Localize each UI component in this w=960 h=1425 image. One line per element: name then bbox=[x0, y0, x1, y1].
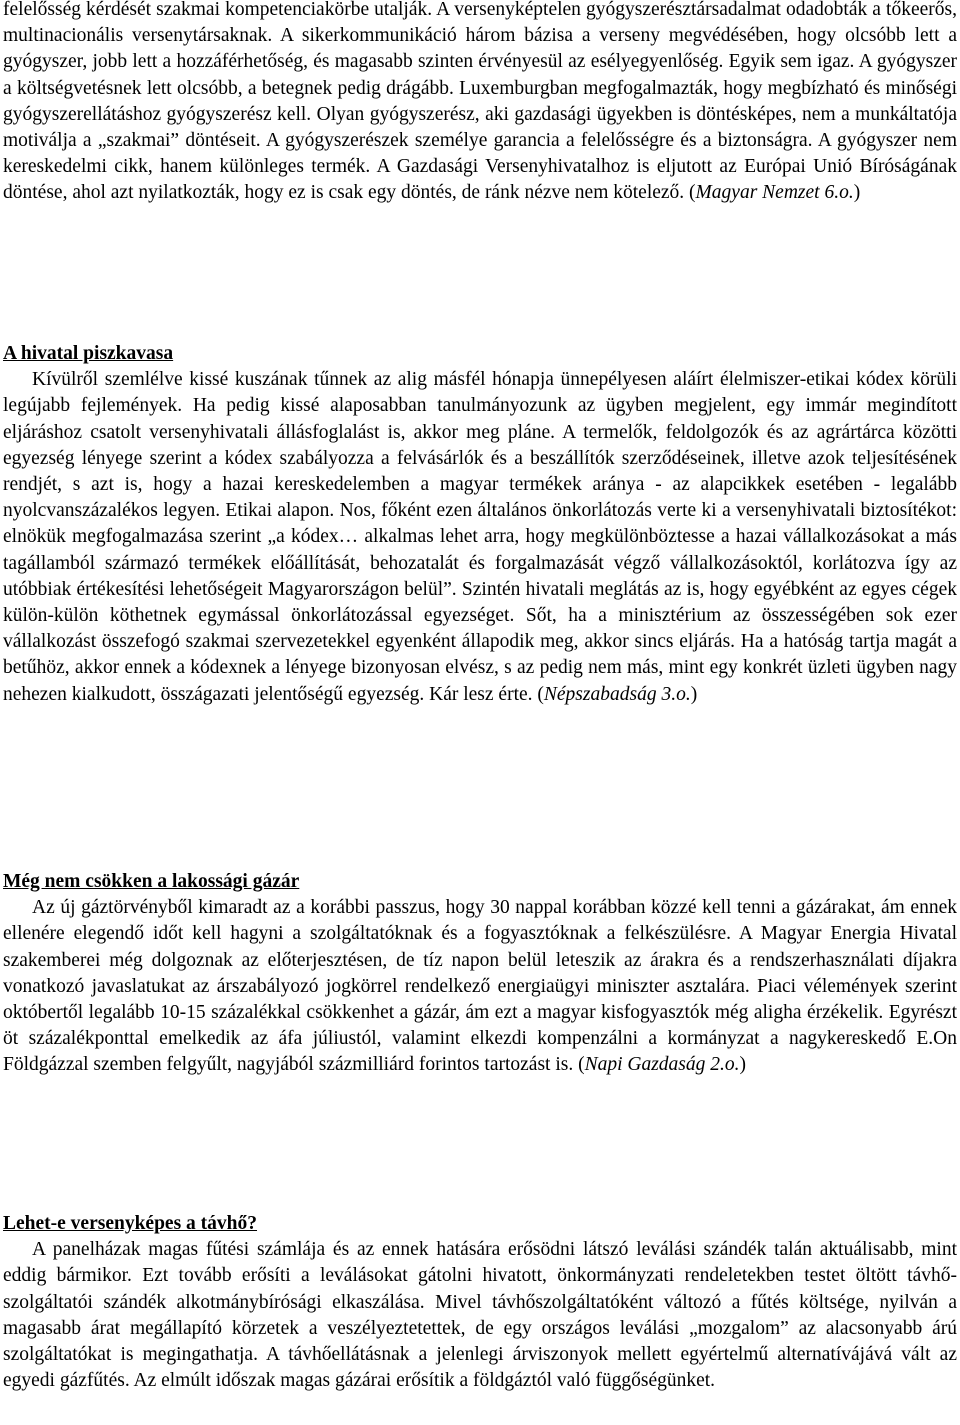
article-body bbox=[3, 0, 957, 207]
article-text: Az új gáztörvényből kimaradt az a korábbi passzus, hogy 30 nappal korábban közzé kell tenni a gázárakat, ám ennek ellenére elegendő időt kell hagyni a szolgáltatóknak és a fogyasztóknak a felkészülésre. A Magyar Energia Hivatal szakemberei még dolgoznak az előterjesztésen, de tíz napon belül leteszik az árakra és a rendszerhasználati díjakra vonatkozó javaslatukat az árszabályozó jogkörrel rendelkező energiaügyi miniszter asztalára. Piaci vélemények szerint októbertől legalább 10-15 százalékkal csökkenhet a gázár, ám ezt a magyar kisfogyasztók még aligha érzékelik. Egyrészt öt százalékponttal emelkedik az áfa júliustól, valamint elkezdi kompenzálni a kormányzat a nagykereskedő E.On Földgázzal szemben felgyűlt, nagyjából százmilliárd forintos tartozást is. ( bbox=[3, 897, 957, 1076]
article-body bbox=[3, 367, 957, 708]
source-citation: Magyar Nemzet 6.o. bbox=[695, 182, 854, 204]
article-body bbox=[3, 895, 957, 1078]
closing-paren: ) bbox=[739, 1054, 747, 1076]
article-continuation bbox=[3, 0, 957, 207]
article-heading: Lehet-e versenyképes a távhő? bbox=[3, 1213, 258, 1234]
source-citation: Népszabadság 3.o. bbox=[543, 683, 691, 705]
source-citation: Napi Gazdaság 2.o. bbox=[584, 1054, 740, 1076]
article-text: A panelházak magas fűtési számlája és az ennek hatására erősödni látszó leválási szándék talán aktuálisabb, mint eddig bármikor. Ezt tovább erősíti a leválásokat gátolni hivatott, önkormányzati rendeletekben testet öltött távhő-szolgáltatói szándék alkotmánybírósági elkaszálása. Mivel távhőszolgáltatóként változó a fűtés költsége, nyilván a magasabb árat megállapító körzetek a veszélyeztetettek, de egy országos leválási „mozgalom” az alacsonyabb árú szolgáltatókat is megingathatja. A távhőellátásnak a jelenlegi árviszonyok mellett egyértelmű alternatívájává vált az egyedi gázfűtés. Az elmúlt időszak magas gázárai erősítik a földgáztól való függőségünket. bbox=[3, 1239, 957, 1392]
article-body bbox=[3, 1237, 957, 1394]
article-tavho bbox=[3, 1211, 957, 1394]
article-heading: Még nem csökken a lakossági gázár bbox=[3, 871, 300, 892]
article-hivatal-piszkavasa bbox=[3, 341, 957, 708]
closing-paren: ) bbox=[690, 683, 698, 705]
closing-paren: ) bbox=[853, 182, 861, 204]
article-lakossagi-gazar bbox=[3, 869, 957, 1079]
article-text: felelősség kérdését szakmai kompetenciakörbe utalják. A versenyképtelen gyógyszerésztársadalmat odadobták a tőkeerős, multinacionális versenytársaknak. A sikerkommunikáció három bázisa a verseny megvédésében, hogy olcsóbb lett a gyógyszer, jobb lett a hozzáférhetőség, és magasabb szinten érvényesül az esélyegyenlőség. Egyik sem igaz. A gyógyszer a költségvetésnek lett olcsóbb, a betegnek pedig drágább. Luxemburgban megfogalmazták, hogy megbízható és minőségi gyógyszerellátáshoz gyógyszerész kell. Olyan gyógyszerész, aki gazdasági ügyekben is döntésképes, nem a munkáltatója motiválja a „szakmai” döntéseit. A gyógyszerészek személye garancia a felelősségre és a biztonságra. A gyógyszer nem kereskedelmi cikk, hanem különleges termék. A Gazdasági Versenyhivatalhoz is eljutott az Európai Unió Bíróságának döntése, ahol azt nyilatkozták, hogy ez is csak egy döntés, de ránk nézve nem kötelező. ( bbox=[3, 0, 957, 204]
article-text: Kívülről szemlélve kissé kuszának tűnnek az alig másfél hónapja ünnepélyesen aláírt élelmiszer-etikai kódex körüli legújabb fejlemények. Ha pedig kissé alaposabban tanulmányozunk az ügyben megjelent, egy immár megindított eljáráshoz csatolt versenyhivatali állásfoglalást is, akkor meg pláne. A termelők, feldolgozók és az agrártárca közötti egyezség lényege szerint a kódex szabályozza a felvásárlók és a beszállítók szerződéseinek, illetve azok teljesítésének rendjét, s azt is, hogy a hazai kereskedelemben a magyar termékek aránya - az alapcikkek esetében - legalább nyolcvanszázalékos legyen. Etikai alapon. Nos, főként ezen általános önkorlátozás verte ki a versenyhivatali biztosítékot: elnökük megfogalmazása szerint „a kódex… alkalmas lehet arra, hogy megkülönböztesse a hazai vállalkozásokat a más tagállamból származó termékek előállítását, behozatalát és forgalmazását végző vállalkozásoktól, korlátozva így az utóbbiak értékesítési lehetőségeit Magyarországon belül”. Szintén hivatali meglátás az is, hogy egyébként az egyes cégek külön-külön köthetnek egymással önkorlátozással egyezséget. Sőt, ha a minisztérium az összességében sok ezer vállalkozást összefogó szakmai szervezetekkel egyenként állapodik meg, akkor sincs eljárás. Ha a hatóság tartja magát a betűhöz, akkor ennek a kódexnek a lényege bizonyosan elvész, s az pedig nem más, mint egy konkrét üzleti ügyben nagy nehezen kialkudott, összágazati jelentőségű egyezség. Kár lesz érte. ( bbox=[3, 369, 957, 705]
article-heading: A hivatal piszkavasa bbox=[3, 343, 174, 364]
